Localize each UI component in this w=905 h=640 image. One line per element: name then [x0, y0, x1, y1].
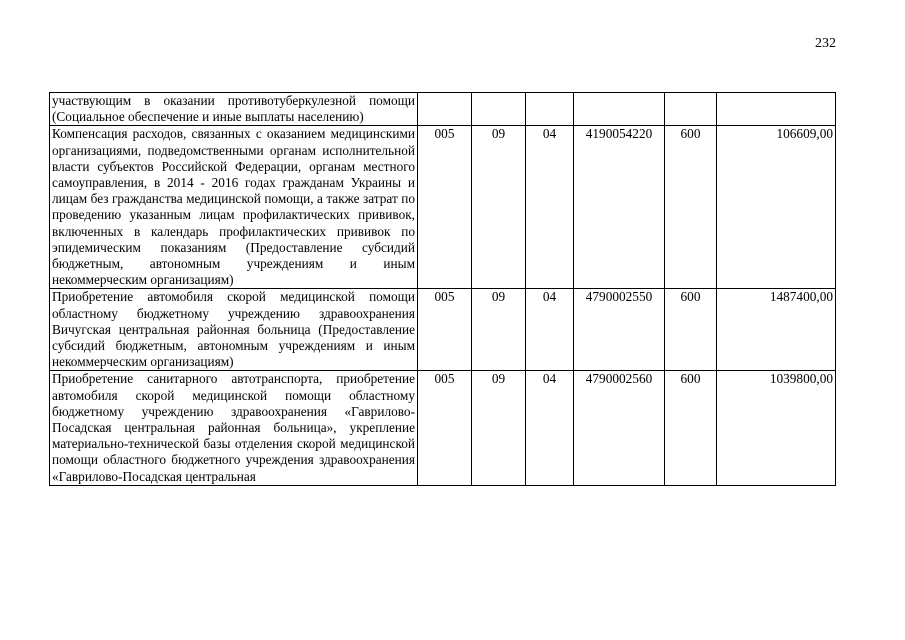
row-ministry-code: 005 — [418, 126, 472, 289]
row-subsection-code — [526, 93, 574, 126]
table-row — [50, 371, 836, 485]
row-ministry-code — [418, 93, 472, 126]
row-subsection-code: 04 — [526, 289, 574, 371]
row-amount: 106609,00 — [717, 126, 836, 289]
row-section-code: 09 — [472, 126, 526, 289]
row-expense-type: 600 — [665, 289, 717, 371]
row-target-article: 4790002560 — [574, 371, 665, 485]
row-expense-type: 600 — [665, 126, 717, 289]
budget-table — [49, 92, 836, 486]
row-description: Приобретение автомобиля скорой медицинской помощи областному бюджетному учреждению здравоохранения Вичугская центральная районная больница (Предоставление субсидий бюджетным, автономным учреждениям и иным некоммерческим организациям) — [50, 289, 418, 371]
row-description: Приобретение санитарного автотранспорта, приобретение автомобиля скорой медицинской помощи областному бюджетному учреждению здравоохранения «Гаврилово-Посадская центральная районная больница», укрепление материально-технической базы отделения скорой медицинской помощи областного бюджетного учреждения здравоохранения «Гаврилово-Посадская центральная — [50, 371, 418, 485]
row-subsection-code: 04 — [526, 371, 574, 485]
row-amount: 1487400,00 — [717, 289, 836, 371]
row-target-article: 4790002550 — [574, 289, 665, 371]
row-ministry-code: 005 — [418, 371, 472, 485]
row-section-code: 09 — [472, 371, 526, 485]
row-subsection-code: 04 — [526, 126, 574, 289]
table-row — [50, 93, 836, 126]
row-expense-type: 600 — [665, 371, 717, 485]
row-expense-type — [665, 93, 717, 126]
page-number: 232 — [815, 36, 836, 51]
row-section-code — [472, 93, 526, 126]
row-description: участвующим в оказании противотуберкулезной помощи (Социальное обеспечение и иные выплаты населению) — [50, 93, 418, 126]
row-section-code: 09 — [472, 289, 526, 371]
table-row — [50, 289, 836, 371]
row-amount: 1039800,00 — [717, 371, 836, 485]
row-amount — [717, 93, 836, 126]
row-ministry-code: 005 — [418, 289, 472, 371]
row-target-article: 4190054220 — [574, 126, 665, 289]
row-target-article — [574, 93, 665, 126]
table-row — [50, 126, 836, 289]
row-description: Компенсация расходов, связанных с оказанием медицинскими организациями, подведомственными органам исполнительной власти субъектов Российской Федерации, органам местного самоуправления, в 2014 - 2016 годах гражданам Украины и лицам без гражданства медицинской помощи, а также затрат по проведению указанным лицам профилактических прививок, включенных в календарь профилактических прививок по эпидемическим показаниям (Предоставление субсидий бюджетным, автономным учреждениям и иным некоммерческим организациям) — [50, 126, 418, 289]
